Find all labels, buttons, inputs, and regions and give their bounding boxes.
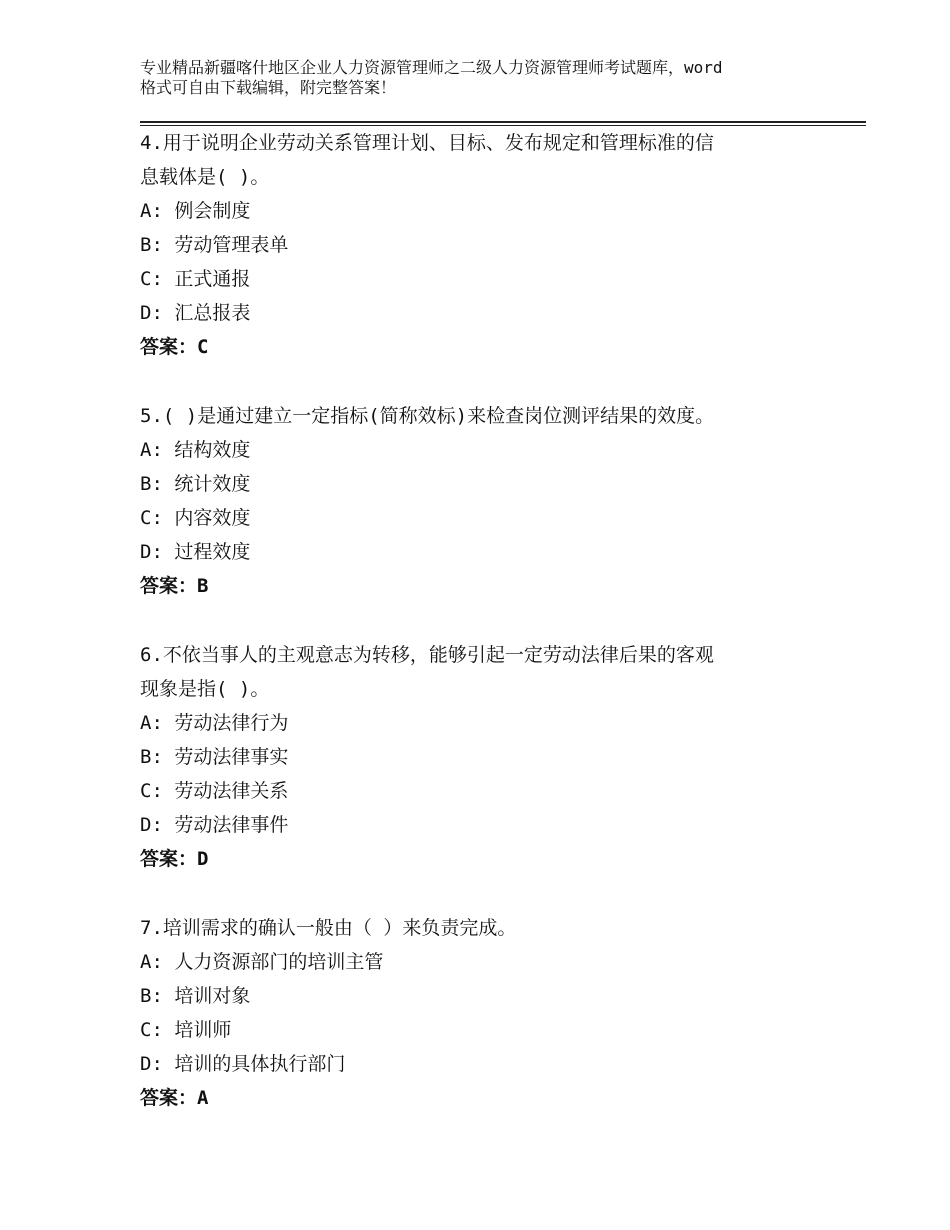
header-line-1: 专业精品新疆喀什地区企业人力资源管理师之二级人力资源管理师考试题库，word [140, 58, 723, 77]
answer-label: 答案： [140, 336, 198, 358]
option-c: C: 内容效度 [140, 507, 251, 529]
answer-value: B [197, 575, 209, 597]
option-b: B: 培训对象 [140, 985, 251, 1007]
answer-line [140, 569, 820, 603]
header-divider-thick [140, 121, 866, 123]
answer-value: D [197, 848, 209, 870]
question-stem: 7.培训需求的确认一般由（ ）来负责完成。 [140, 917, 517, 939]
option-d: D: 过程效度 [140, 541, 251, 563]
option-b: B: 劳动管理表单 [140, 234, 289, 256]
option-a: A: 劳动法律行为 [140, 712, 289, 734]
answer-line [140, 1081, 820, 1115]
option-a: A: 结构效度 [140, 439, 251, 461]
question-stem-continued: 现象是指( )。 [140, 678, 270, 700]
header-line-2: 格式可自由下载编辑，附完整答案！ [140, 78, 397, 97]
answer-label: 答案： [140, 575, 198, 597]
question-block [140, 911, 820, 1115]
question-stem: 4.用于说明企业劳动关系管理计划、目标、发布规定和管理标准的信 [140, 132, 714, 154]
question-block [140, 399, 820, 603]
question-block [140, 126, 820, 364]
document-header [140, 58, 840, 98]
option-a: A: 人力资源部门的培训主管 [140, 951, 384, 973]
option-d: D: 汇总报表 [140, 302, 251, 324]
option-b: B: 劳动法律事实 [140, 746, 289, 768]
option-d: D: 培训的具体执行部门 [140, 1053, 346, 1075]
option-c: C: 正式通报 [140, 268, 251, 290]
question-stem: 5.( )是通过建立一定指标(简称效标)来检查岗位测评结果的效度。 [140, 405, 715, 427]
option-d: D: 劳动法律事件 [140, 814, 289, 836]
option-c: C: 培训师 [140, 1019, 232, 1041]
option-b: B: 统计效度 [140, 473, 251, 495]
answer-label: 答案： [140, 848, 198, 870]
answer-line [140, 330, 820, 364]
answer-line [140, 842, 820, 876]
answer-value: A [197, 1087, 209, 1109]
question-block [140, 638, 820, 876]
answer-label: 答案： [140, 1087, 198, 1109]
option-c: C: 劳动法律关系 [140, 780, 289, 802]
option-a: A: 例会制度 [140, 200, 251, 222]
question-stem: 6.不依当事人的主观意志为转移，能够引起一定劳动法律后果的客观 [140, 644, 714, 666]
answer-value: C [197, 336, 209, 358]
question-stem-continued: 息载体是( )。 [140, 166, 270, 188]
